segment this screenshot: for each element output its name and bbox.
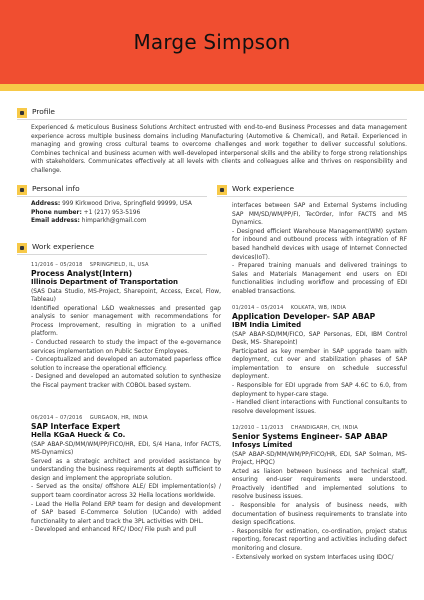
job-title: Application Developer- SAP ABAP: [232, 312, 376, 321]
job-tech-stack: (SAP ABAP-SD/MM/WM/PP/FICO/HR, EDI, S/4 Hana, Infor FACTS, MS-Dynamics): [31, 441, 221, 457]
job-bullet: - Prepared training manuals and delivered trainings to Sales and Materials Management end users on EDI functionalities including workflow and processing of EDI enabled transactions.: [232, 263, 407, 295]
job-summary: Participated as key member in SAP upgrade team with deployment, cut over and stabilization phases of SAP implementation to ensure on schedule successful deployment.: [232, 348, 407, 381]
section-divider: [17, 196, 207, 197]
job-location: GURGAON, HR, INDIA: [89, 415, 148, 421]
job-bullet: - Responsible for analysis of business needs, with documentation of business requirements to translate into design specifications.: [232, 503, 407, 527]
section-title-work-experience: Work experience: [32, 242, 95, 251]
personal-info-icon: [17, 185, 27, 195]
job-summary: Served as a strategic architect and provided assistance by understanding the business requirements at depth sufficient to design and implement the appropriate solution.: [31, 458, 221, 482]
job-bullet: - Designed efficient Warehouse Management(WM) system for inbound and outbound process with integration of RF based handheld devices with usage of Internet Connected devices(IoT).: [232, 228, 407, 261]
section-work-experience-header-right: [217, 184, 407, 197]
section-profile-header: [17, 107, 407, 120]
job-location: KOLKATA, WB, INDIA: [290, 305, 347, 311]
job-bullet: - Lead the Hella Poland ERP team for design and development of SAP based E-Commerce Solution (UCando) with added functionality to alert and track the 3PL activities with DHL.: [31, 501, 221, 525]
section-divider: [217, 196, 407, 197]
phone-row: [31, 209, 221, 218]
job-title: Senior Systems Engineer- SAP ABAP: [232, 432, 388, 441]
section-title-personal-info: Personal info: [32, 184, 80, 193]
job-bullet: - Designed and developed an automated solution to synthesize the Fiscal payment tracker with COBOL based system.: [31, 374, 221, 390]
job-summary: interfaces between SAP and External Systems including SAP MM/SD/WM/PP/FI, TecOrder, Infor FACTS and MS Dynamics.: [232, 203, 407, 227]
job-description: [232, 331, 407, 417]
address-value: 999 Kirkwood Drive, Springfield 99999, USA: [62, 201, 192, 207]
job-description: [232, 451, 407, 563]
job-tech-stack: (SAP ABAP-SD/MM/WM/PP/FICO/HR, EDI, SAP Solman, MS-Project, HPQC): [232, 451, 407, 467]
job-location: CHANDIGARH, CH, INDIA: [290, 425, 358, 431]
job-bullet: - Served as the onsite/ offshore ALE/ EDI implementation(s) / support team coordinator across 32 Hella locations worldwide.: [31, 484, 221, 500]
job-summary: Acted as liaison between business and technical staff, ensuring end-user requirements were understood. Proactively identified and implemented solutions to resolve business issues.: [232, 468, 407, 501]
job-title: SAP Interface Expert: [31, 422, 121, 431]
job-date: 12/2010 – 11/2013: [232, 425, 284, 431]
section-divider: [17, 119, 407, 120]
job-bullet: - Responsible for EDI upgrade from SAP 4.6C to 6.0, from deployment to hyper-care stage.: [232, 383, 407, 398]
profile-icon: [17, 108, 27, 118]
job-entry: [232, 304, 407, 416]
job-bullet: - Developed and enhanced RFC/ IDoc/ File push and pull: [31, 527, 197, 534]
personal-info: [31, 200, 221, 226]
section-personal-info-header: [17, 184, 207, 197]
job-tech-stack: (SAP ABAP-SD/MM/FICO, SAP Personas, EDI, IBM Control Desk, MS- Sharepoint): [232, 331, 407, 347]
job-continuation: [232, 201, 407, 297]
job-date-location: [232, 304, 407, 312]
job-date-location: [31, 261, 221, 269]
job-bullet: - Responsible for estimation, co-ordination, project status reporting, forecast reporting and activities including defect monitoring and closure.: [232, 528, 407, 553]
job-title: Process Analyst(Intern): [31, 269, 133, 278]
job-description: [31, 288, 221, 391]
job-bullet: - Extensively worked on system Interfaces using IDOC/: [232, 554, 394, 561]
phone-label: Phone number:: [31, 209, 82, 216]
job-tech-stack: (SAS Data Studio, MS-Project, Sharepoint, Access, Excel, Flow, Tableau): [31, 288, 221, 304]
job-company: Illinois Department of Transportation: [31, 278, 178, 286]
job-date: 06/2014 – 07/2016: [31, 415, 83, 421]
address-label: Address:: [31, 201, 61, 207]
job-company: IBM India Limited: [232, 321, 302, 329]
section-work-experience-header-left: [17, 242, 207, 255]
email-value[interactable]: himparkh@gmail.com: [81, 218, 147, 225]
job-entry: [232, 424, 407, 562]
candidate-name: Marge Simpson: [133, 30, 291, 54]
job-summary: Identified operational L&D weaknesses and presented gap analysis to senior management with recommendations for Process Improvement, resulting in migration to a unified platform.: [31, 305, 221, 338]
job-bullet: - Conceptualized and developed an automated paperless office solution to increase the operational efficiency.: [31, 357, 221, 372]
job-date: 11/2016 – 05/2018: [31, 262, 83, 268]
job-bullet: - Conducted research to study the impact of the e-governance services implementation on Public Sector Employees.: [31, 340, 221, 355]
job-date-location: [31, 414, 221, 422]
job-company: Infosys Limited: [232, 441, 293, 449]
job-description: [232, 202, 407, 297]
job-description: [31, 441, 221, 536]
job-entry: [31, 414, 221, 535]
email-row: [31, 217, 221, 226]
profile-summary: Experienced & meticulous Business Solutions Architect entrusted with end-to-end Business Processes and data management experience across multiple business domains including Manufacturing (Automotive & Chemical), and Retail. Experienced in managing and growing cross cultural teams to overcome challenges and work together to deliver successful solutions. Combines technical and business acumen with well-developed interpersonal skills and the ability to forge strong relationships with stakeholders. Communicates effectively at all levels with clients and colleagues alike and thrives on responsibility and challenge.: [31, 125, 407, 174]
header-accent-strip: [0, 84, 424, 91]
section-title-profile: Profile: [32, 107, 55, 116]
email-label: Email address:: [31, 218, 80, 225]
job-bullet: - Handled client interactions with Functional consultants to resolve development issues.: [232, 400, 407, 415]
job-date: 01/2014 – 05/2014: [232, 305, 284, 311]
address-row: [31, 200, 221, 209]
phone-value: +1 (217) 953-5196: [83, 209, 141, 216]
job-location: SPRINGFIELD, IL, USA: [89, 262, 149, 268]
section-divider: [17, 254, 207, 255]
briefcase-icon: [217, 185, 227, 195]
job-company: Hella KGaA Hueck & Co.: [31, 431, 126, 439]
briefcase-icon: [17, 243, 27, 253]
job-date-location: [232, 424, 407, 432]
section-title-work-experience: Work experience: [232, 184, 295, 193]
job-entry: [31, 261, 221, 391]
